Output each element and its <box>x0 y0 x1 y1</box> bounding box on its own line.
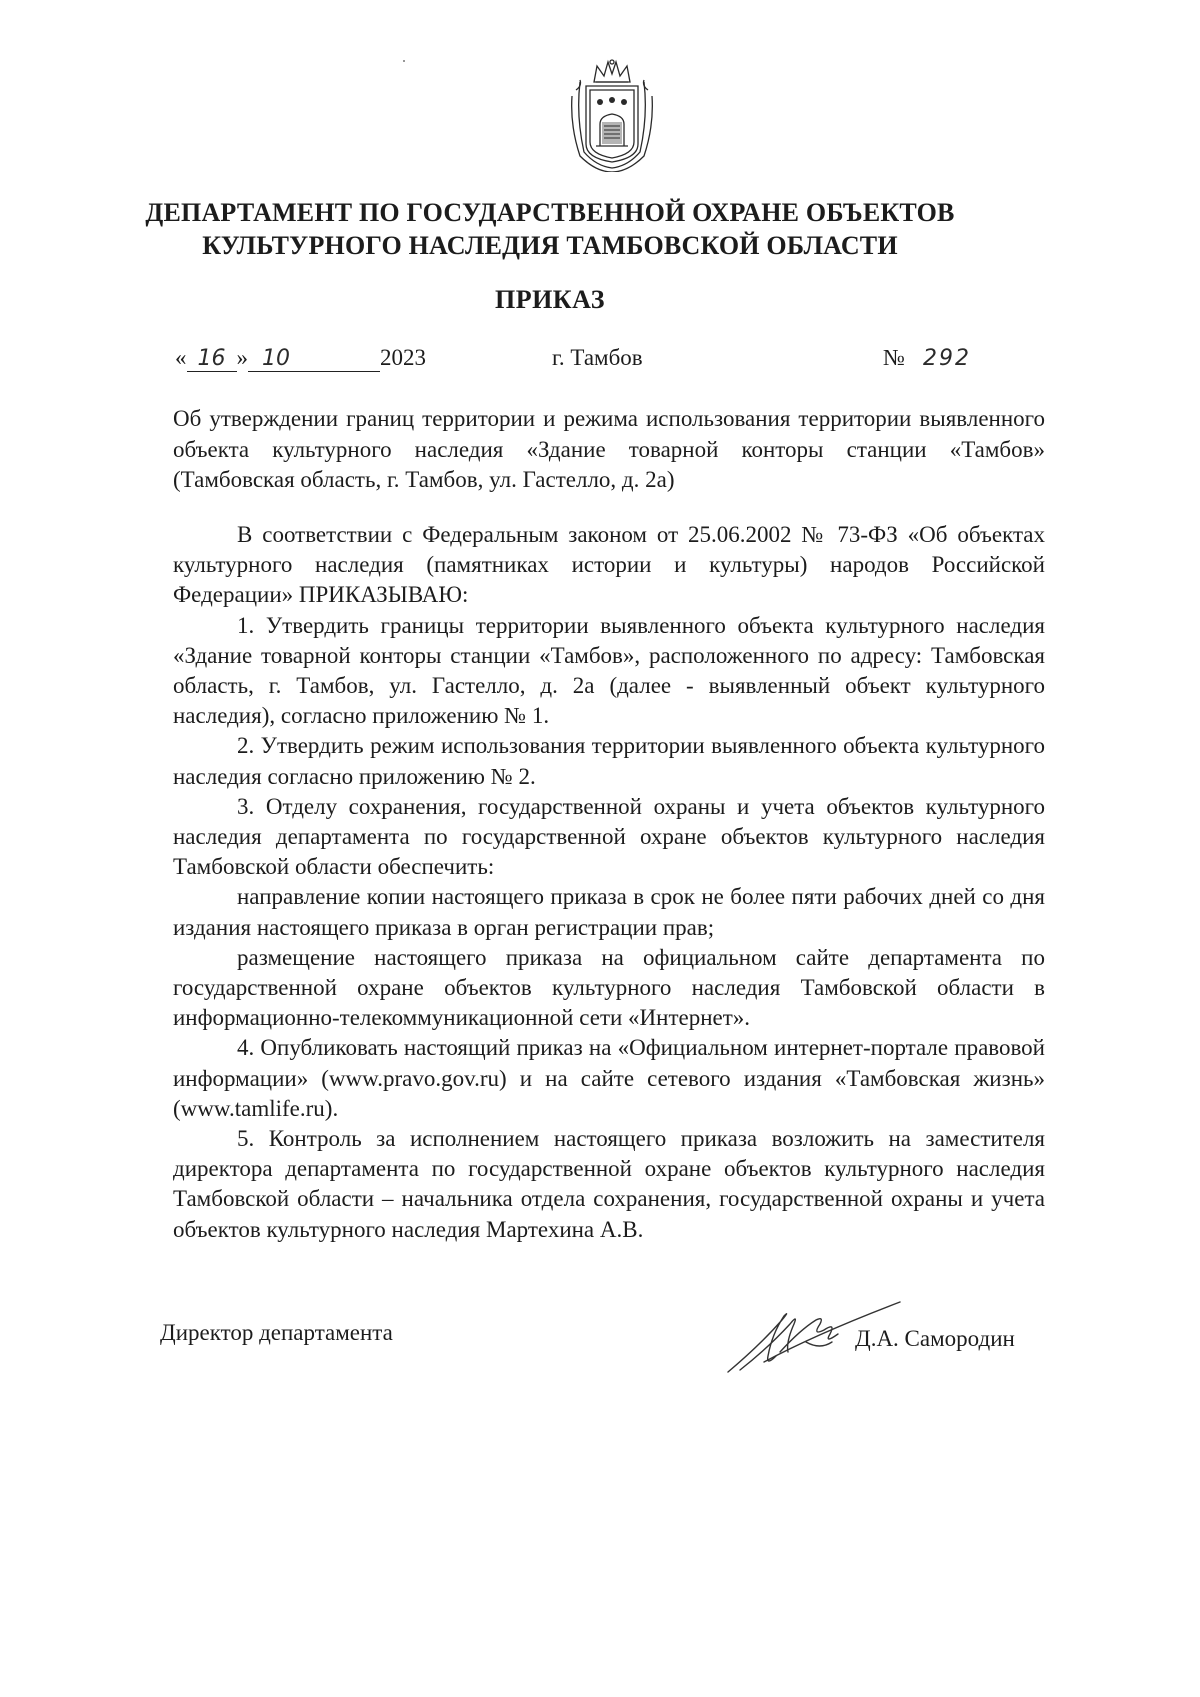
order-item-1: 1. Утвердить границы территории выявленного объекта культурного наследия «Здание товарной конторы станции «Тамбов», расположенного по адресу: Тамбовская область, г. Тамбов, ул. Гастелло, д. 2а (далее - выявленный объект культурного наследия), согласно приложению № 1. <box>173 612 1045 729</box>
department-name <box>0 196 1100 262</box>
order-subject: Об утверждении границ территории и режима использования территории выявленного объекта культурного наследия «Здание товарной конторы станции «Тамбов» (Тамбовская область, г. Тамбов, ул. Гастелло, д. 2а) <box>173 406 1045 492</box>
order-item-3-subpoint-b: размещение настоящего приказа на официальном сайте департамента по государственной охране объектов культурного наследия Тамбовской области в информационно-телекоммуникационной сети «Интернет». <box>173 944 1045 1031</box>
order-date-day: 16 <box>187 347 237 372</box>
scan-speck <box>403 60 405 62</box>
preamble-paragraph: В соответствии с Федеральным законом от 25.06.2002 № 73-ФЗ «Об объектах культурного наследия (памятниках истории и культуры) народов Российской Федерации» ПРИКАЗЫВАЮ: <box>173 522 1045 608</box>
order-item-3: 3. Отделу сохранения, государственной охраны и учета объектов культурного наследия департамента по государственной охране объектов культурного наследия Тамбовской области обеспечить: <box>173 793 1045 880</box>
order-item-5: 5. Контроль за исполнением настоящего приказа возложить на заместителя директора департамента по государственной охране объектов культурного наследия Тамбовской области – начальника отдела сохранения, государственной охраны и учета объектов культурного наследия Мартехина А.В. <box>173 1126 1045 1242</box>
quote-open: « <box>175 345 187 370</box>
order-date-month: 10 <box>248 347 380 372</box>
order-item-4: 4. Опубликовать настоящий приказ на «Официальном интернет-портале правовой информации» (www.pravo.gov.ru) и на сайте сетевого издания «Тамбовская жизнь» (www.tamlife.ru). <box>173 1035 1045 1121</box>
order-city: г. Тамбов <box>552 345 643 370</box>
order-number <box>883 345 971 371</box>
department-name-line2: КУЛЬТУРНОГО НАСЛЕДИЯ ТАМБОВСКОЙ ОБЛАСТИ <box>202 231 898 260</box>
order-body <box>173 520 1045 1245</box>
quote-close: » <box>236 345 248 370</box>
order-number-value: 292 <box>922 346 971 371</box>
order-item-3-subpoint-a: направление копии настоящего приказа в срок не более пяти рабочих дней со дня издания настоящего приказа в орган регистрации прав; <box>173 884 1045 940</box>
signatory-position: Директор департамента <box>160 1320 393 1345</box>
document-type-title: ПРИКАЗ <box>494 285 606 314</box>
department-name-line1: ДЕПАРТАМЕНТ ПО ГОСУДАРСТВЕННОЙ ОХРАНЕ ОБЪЕКТОВ <box>145 198 955 227</box>
tambov-coat-of-arms-emblem <box>566 56 658 172</box>
number-sign: № <box>883 345 905 370</box>
signatory-name: Д.А. Самородин <box>855 1326 1015 1351</box>
order-date-year: 2023 <box>380 345 426 370</box>
order-item-2: 2. Утвердить режим использования территории выявленного объекта культурного наследия согласно приложению № 2. <box>173 733 1045 789</box>
order-date <box>175 345 426 372</box>
